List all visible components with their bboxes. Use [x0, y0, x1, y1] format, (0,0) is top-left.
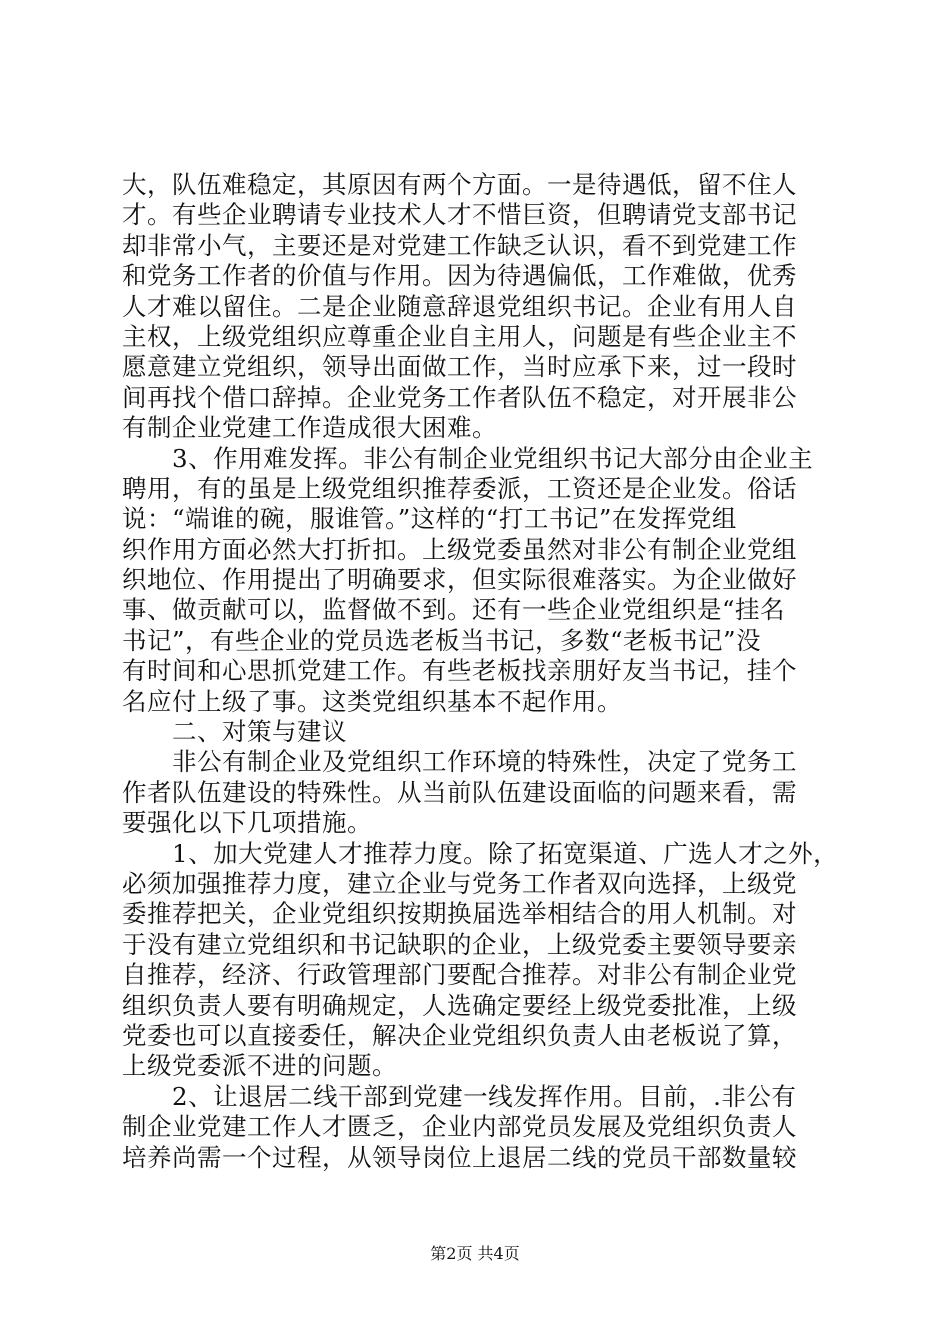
text-line: 上级党委派不进的问题。: [122, 1051, 397, 1081]
text-line: 织作用方面必然大打折扣。上级党委虽然对非公有制企业党组: [122, 534, 797, 564]
text-line: 织地位、作用提出了明确要求，但实际很难落实。为企业做好: [122, 565, 797, 595]
text-line: 却非常小气，主要还是对党建工作缺乏认识，看不到党建工作: [122, 230, 797, 260]
text-line: 制企业党建工作人才匮乏，企业内部党员发展及党组织负责人: [122, 1112, 797, 1142]
text-line: 3、作用难发挥。非公有制企业党组织书记大部分由企业主: [122, 443, 814, 473]
text-line: 2、让退居二线干部到党建一线发挥作用。目前，.非公有: [122, 1081, 797, 1111]
text-line: 培养尚需一个过程，从领导岗位上退居二线的党员干部数量较: [122, 1142, 797, 1172]
text-line: 书记”，有些企业的党员选老板当书记，多数“老板书记”没: [122, 625, 762, 655]
text-line: 自推荐，经济、行政管理部门要配合推荐。对非公有制企业党: [122, 960, 797, 990]
text-line: 党委也可以直接委任，解决企业党组织负责人由老板说了算，: [122, 1020, 797, 1050]
page-number-footer: 第2页 共4页: [430, 1244, 520, 1263]
text-line: 说：“端谁的碗，服谁管。”这样的“打工书记”在发挥党组: [122, 504, 737, 534]
text-line: 有时间和心思抓党建工作。有些老板找亲朋好友当书记，挂个: [122, 656, 797, 686]
text-line: 作者队伍建设的特殊性。从当前队伍建设面临的问题来看，需: [122, 777, 797, 807]
text-line: 组织负责人要有明确规定，人选确定要经上级党委批准，上级: [122, 990, 797, 1020]
text-line: 主权，上级党组织应尊重企业自主用人，问题是有些企业主不: [122, 321, 797, 351]
text-line: 有制企业党建工作造成很大困难。: [122, 413, 497, 443]
text-line: 委推荐把关，企业党组织按期换届选举相结合的用人机制。对: [122, 899, 797, 929]
text-line: 聘用，有的虽是上级党组织推荐委派，工资还是企业发。俗话: [122, 473, 797, 503]
text-line: 大，队伍难稳定，其原因有两个方面。一是待遇低，留不住人: [122, 170, 797, 199]
text-line: 于没有建立党组织和书记缺职的企业，上级党委主要领导要亲: [122, 929, 797, 959]
section-heading: 二、对策与建议: [122, 717, 347, 747]
text-line: 间再找个借口辞掉。企业党务工作者队伍不稳定，对开展非公: [122, 382, 797, 412]
text-line: 必须加强推荐力度，建立企业与党务工作者双向选择，上级党: [122, 868, 797, 898]
text-line: 1、加大党建人才推荐力度。除了拓宽渠道、广选人才之外，: [122, 838, 839, 868]
text-line: 和党务工作者的价值与作用。因为待遇偏低，工作难做，优秀: [122, 261, 797, 291]
text-line: 事、做贡献可以，监督做不到。还有一些企业党组织是“挂名: [122, 595, 786, 625]
text-line: 愿意建立党组织，领导出面做工作，当时应承下来，过一段时: [122, 352, 797, 382]
document-body: [122, 170, 842, 1173]
text-line: 才。有些企业聘请专业技术人才不惜巨资，但聘请党支部书记: [122, 200, 797, 230]
text-line: 要强化以下几项措施。: [122, 808, 372, 838]
text-line: 人才难以留住。二是企业随意辞退党组织书记。企业有用人自: [122, 291, 797, 321]
text-line: 名应付上级了事。这类党组织基本不起作用。: [122, 686, 622, 716]
text-line: 非公有制企业及党组织工作环境的特殊性，决定了党务工: [122, 747, 797, 777]
